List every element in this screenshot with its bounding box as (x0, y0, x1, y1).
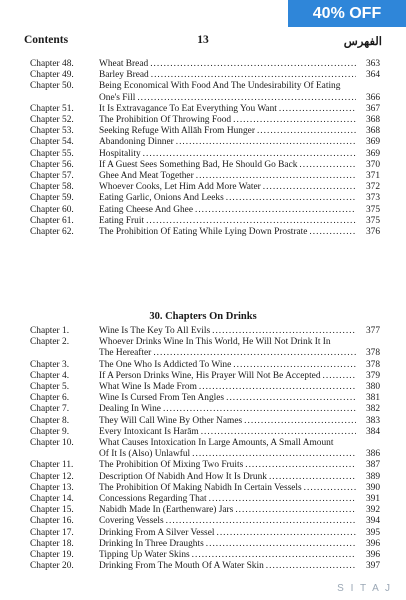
dot-leader (266, 561, 356, 572)
chapter-title-line: Barley Bread (99, 70, 149, 81)
chapter-title-line: Description Of Nabidh And How It Is Drunk (99, 471, 267, 482)
toc-entry (30, 104, 380, 115)
chapter-title (99, 382, 358, 393)
toc-entry (30, 160, 380, 171)
chapter-title (99, 494, 358, 505)
chapter-title-line: The Prohibition Of Throwing Food (99, 115, 232, 126)
chapter-page: 378 (365, 348, 380, 359)
chapter-title-line: It Is Extravagance To Eat Everything You Want (99, 103, 277, 114)
chapter-number: Chapter 54. (30, 137, 74, 148)
chapter-page: 379 (365, 370, 380, 381)
section-title-drinks: 30. Chapters On Drinks (149, 311, 257, 322)
chapter-number: Chapter 11. (30, 460, 74, 471)
toc-entry (30, 337, 380, 359)
toc-section-drinks (30, 326, 380, 572)
dot-leader (153, 348, 356, 359)
toc-entry (30, 516, 380, 527)
chapter-title (99, 427, 358, 438)
toc-entry (30, 427, 380, 438)
chapter-page: 368 (365, 115, 380, 126)
chapter-page: 368 (365, 126, 380, 137)
chapter-title (99, 137, 358, 148)
chapter-number: Chapter 10. (30, 438, 74, 449)
dot-leader (199, 382, 356, 393)
page-number: 13 (197, 34, 209, 46)
toc-entry (30, 404, 380, 415)
dot-leader (299, 160, 356, 171)
chapter-number: Chapter 13. (30, 482, 74, 493)
chapter-page: 375 (365, 215, 380, 226)
chapter-title (99, 472, 358, 483)
chapter-title-line: One's Fill (99, 92, 136, 103)
chapter-page: 389 (365, 471, 380, 482)
toc-entry (30, 472, 380, 483)
dot-leader (245, 460, 356, 471)
chapter-page: 372 (365, 182, 380, 193)
chapter-title (99, 550, 358, 561)
chapter-number: Chapter 4. (30, 370, 70, 381)
chapter-page: 382 (365, 404, 380, 415)
toc-entry (30, 171, 380, 182)
chapter-number: Chapter 9. (30, 426, 70, 437)
chapter-number: Chapter 50. (30, 81, 74, 92)
chapter-page: 376 (365, 227, 380, 238)
chapter-number: Chapter 5. (30, 382, 70, 393)
chapter-page: 380 (365, 382, 380, 393)
toc-entry (30, 371, 380, 382)
toc-entry (30, 81, 380, 103)
toc-entry (30, 227, 380, 238)
chapter-page: 384 (365, 426, 380, 437)
dot-leader (279, 104, 356, 115)
chapter-title (99, 371, 358, 382)
toc-entry (30, 182, 380, 193)
dot-leader (166, 516, 356, 527)
chapter-title-line: If A Guest Sees Something Bad, He Should Go Back (99, 159, 298, 170)
dot-leader (196, 171, 356, 182)
chapter-title (99, 416, 358, 427)
dot-leader (263, 182, 356, 193)
chapter-title (99, 227, 358, 238)
dot-leader (137, 93, 356, 104)
chapter-page: 395 (365, 527, 380, 538)
chapter-title (99, 70, 358, 81)
toc-entry (30, 59, 380, 70)
chapter-title (99, 149, 358, 160)
chapter-number: Chapter 1. (30, 326, 70, 336)
toc-entry (30, 539, 380, 550)
chapter-title (99, 126, 358, 137)
dot-leader (304, 483, 356, 494)
chapter-title-line: Being Economical With Food And The Undesirability Of Eating (99, 81, 341, 92)
chapter-title (99, 505, 358, 516)
chapter-page: 390 (365, 482, 380, 493)
toc-entry (30, 70, 380, 81)
chapter-page: 369 (365, 137, 380, 148)
chapter-number: Chapter 8. (30, 415, 70, 426)
chapter-page: 375 (365, 204, 380, 215)
dot-leader (226, 193, 356, 204)
chapter-title (99, 528, 358, 539)
chapter-page: 397 (365, 561, 380, 572)
toc-entry (30, 360, 380, 371)
chapter-title (99, 81, 358, 103)
toc-entry (30, 126, 380, 137)
chapter-page: 367 (365, 103, 380, 114)
chapter-number: Chapter 52. (30, 115, 74, 126)
chapter-page: 387 (365, 460, 380, 471)
toc-entry (30, 505, 380, 516)
chapter-number: Chapter 2. (30, 337, 70, 348)
chapter-title-line: Covering Vessels (99, 516, 164, 527)
dot-leader (323, 371, 356, 382)
chapter-title-line: Eating Garlic, Onions And Leeks (99, 193, 224, 204)
chapter-page: 378 (365, 359, 380, 370)
toc-entry (30, 561, 380, 572)
chapter-number: Chapter 51. (30, 103, 74, 114)
chapter-number: Chapter 15. (30, 505, 74, 516)
chapter-title (99, 193, 358, 204)
toc-entry (30, 460, 380, 471)
chapter-title (99, 216, 358, 227)
dot-leader (146, 216, 356, 227)
chapter-title-line: Wine Is The Key To All Evils (99, 326, 211, 336)
chapter-title-line: Nabidh Made In (Earthenware) Jars (99, 505, 234, 516)
chapter-title-line: The Hereafter (99, 348, 152, 359)
chapter-page: 373 (365, 193, 380, 204)
chapter-number: Chapter 19. (30, 550, 74, 561)
chapter-title (99, 205, 358, 216)
chapter-number: Chapter 17. (30, 527, 74, 538)
chapter-number: Chapter 49. (30, 70, 74, 81)
chapter-title-line: They Will Call Wine By Other Names (99, 415, 243, 426)
chapter-title-line: Eating Cheese And Ghee (99, 204, 193, 215)
chapter-title-line: The Prohibition Of Making Nabidh In Certain Vessels (99, 482, 302, 493)
chapter-title-line: If A Person Drinks Wine, His Prayer Will Not Be Accepted (99, 370, 321, 381)
chapter-number: Chapter 57. (30, 171, 74, 182)
chapter-page: 396 (365, 550, 380, 561)
chapter-title (99, 516, 358, 527)
chapter-title-line: Drinking From A Silver Vessel (99, 527, 215, 538)
toc-entry (30, 326, 380, 337)
header-arabic-label: الفهرس (343, 36, 382, 48)
chapter-number: Chapter 55. (30, 148, 74, 159)
dot-leader (257, 126, 356, 137)
chapter-title-line: Hospitality (99, 148, 141, 159)
chapter-title (99, 115, 358, 126)
chapter-title-line: The One Who Is Addicted To Wine (99, 359, 232, 370)
toc-entry (30, 483, 380, 494)
chapter-title-line: Eating Fruit (99, 215, 145, 226)
dot-leader (226, 393, 356, 404)
chapter-title-line: Seeking Refuge With Allāh From Hunger (99, 126, 255, 137)
chapter-title-line: Whoever Cooks, Let Him Add More Water (99, 182, 261, 193)
chapter-title-line: Every Intoxicant Is Harām (99, 426, 199, 437)
chapter-title-line: Ghee And Meat Together (99, 171, 194, 182)
dot-leader (216, 528, 356, 539)
page-header (24, 34, 382, 50)
dot-leader (233, 115, 356, 126)
dot-leader (209, 494, 356, 505)
chapter-title-line: Concessions Regarding That (99, 494, 207, 505)
chapter-page: 394 (365, 516, 380, 527)
chapter-page: 363 (365, 59, 380, 69)
toc-entry (30, 205, 380, 216)
chapter-title (99, 171, 358, 182)
chapter-number: Chapter 14. (30, 494, 74, 505)
dot-leader (176, 137, 356, 148)
chapter-title (99, 561, 358, 572)
chapter-page: 396 (365, 538, 380, 549)
toc-entry (30, 216, 380, 227)
chapter-page: 370 (365, 159, 380, 170)
chapter-title (99, 539, 358, 550)
chapter-title (99, 160, 358, 171)
dot-leader (244, 416, 356, 427)
dot-leader (212, 326, 356, 337)
chapter-title-line: Drinking In Three Draughts (99, 538, 204, 549)
discount-banner: 40% OFF (288, 0, 406, 27)
chapter-page: 381 (365, 393, 380, 404)
chapter-number: Chapter 53. (30, 126, 74, 137)
toc-entry (30, 494, 380, 505)
chapter-number: Chapter 16. (30, 516, 74, 527)
chapter-page: 377 (365, 326, 380, 336)
dot-leader (143, 149, 356, 160)
toc-entry (30, 115, 380, 126)
dot-leader (163, 404, 356, 415)
dot-leader (269, 472, 356, 483)
toc-entry (30, 193, 380, 204)
dot-leader (192, 449, 356, 460)
chapter-title-line: Tipping Up Water Skins (99, 550, 190, 561)
dot-leader (206, 539, 356, 550)
watermark: S I T A J (337, 583, 392, 594)
chapter-title (99, 393, 358, 404)
chapter-page: 386 (365, 449, 380, 460)
chapter-title-line: What Causes Intoxication In Large Amounts, A Small Amount (99, 438, 334, 449)
chapter-page: 392 (365, 505, 380, 516)
chapter-number: Chapter 7. (30, 404, 70, 415)
toc-entry (30, 149, 380, 160)
chapter-number: Chapter 59. (30, 193, 74, 204)
toc-entry (30, 393, 380, 404)
dot-leader (201, 427, 356, 438)
chapter-title (99, 104, 358, 115)
chapter-title-line: The Prohibition Of Eating While Lying Down Prostrate (99, 227, 308, 238)
dot-leader (309, 227, 356, 238)
chapter-title-line: Drinking From The Mouth Of A Water Skin (99, 561, 264, 572)
chapter-title-line: Wine Is Cursed From Ten Angles (99, 393, 225, 404)
chapter-number: Chapter 12. (30, 471, 74, 482)
toc-entry (30, 137, 380, 148)
header-contents-label: Contents (24, 34, 69, 46)
chapter-title (99, 483, 358, 494)
chapter-page: 371 (365, 171, 380, 182)
chapter-number: Chapter 3. (30, 359, 70, 370)
chapter-number: Chapter 60. (30, 204, 74, 215)
chapter-page: 383 (365, 415, 380, 426)
chapter-title (99, 360, 358, 371)
dot-leader (150, 59, 356, 70)
dot-leader (235, 505, 356, 516)
chapter-title (99, 460, 358, 471)
chapter-title-line: Of It Is (Also) Unlawful (99, 449, 191, 460)
toc-entry (30, 550, 380, 561)
chapter-page: 391 (365, 494, 380, 505)
chapter-title-line: Dealing In Wine (99, 404, 161, 415)
dot-leader (192, 550, 356, 561)
toc-entry (30, 528, 380, 539)
chapter-title-line: The Prohibition Of Mixing Two Fruits (99, 460, 244, 471)
toc-entry (30, 416, 380, 427)
chapter-page: 366 (365, 92, 380, 103)
toc-entry (30, 438, 380, 460)
chapter-page: 369 (365, 148, 380, 159)
chapter-title-line: Abandoning Dinner (99, 137, 174, 148)
chapter-title-line: What Wine Is Made From (99, 382, 197, 393)
chapter-title-line: Wheat Bread (99, 59, 149, 69)
chapter-title (99, 182, 358, 193)
chapter-title (99, 438, 358, 460)
chapter-title (99, 326, 358, 337)
chapter-number: Chapter 62. (30, 227, 74, 238)
toc-entry (30, 382, 380, 393)
dot-leader (233, 360, 356, 371)
chapter-title (99, 404, 358, 415)
dot-leader (195, 205, 356, 216)
chapter-number: Chapter 20. (30, 561, 74, 572)
chapter-number: Chapter 61. (30, 215, 74, 226)
chapter-number: Chapter 58. (30, 182, 74, 193)
toc-section-foods (30, 59, 380, 238)
chapter-page: 364 (365, 70, 380, 81)
chapter-number: Chapter 18. (30, 538, 74, 549)
chapter-title (99, 59, 358, 70)
chapter-title (99, 337, 358, 359)
chapter-number: Chapter 56. (30, 159, 74, 170)
chapter-number: Chapter 6. (30, 393, 70, 404)
chapter-number: Chapter 48. (30, 59, 74, 69)
dot-leader (151, 70, 356, 81)
chapter-title-line: Whoever Drinks Wine In This World, He Will Not Drink It In (99, 337, 331, 348)
